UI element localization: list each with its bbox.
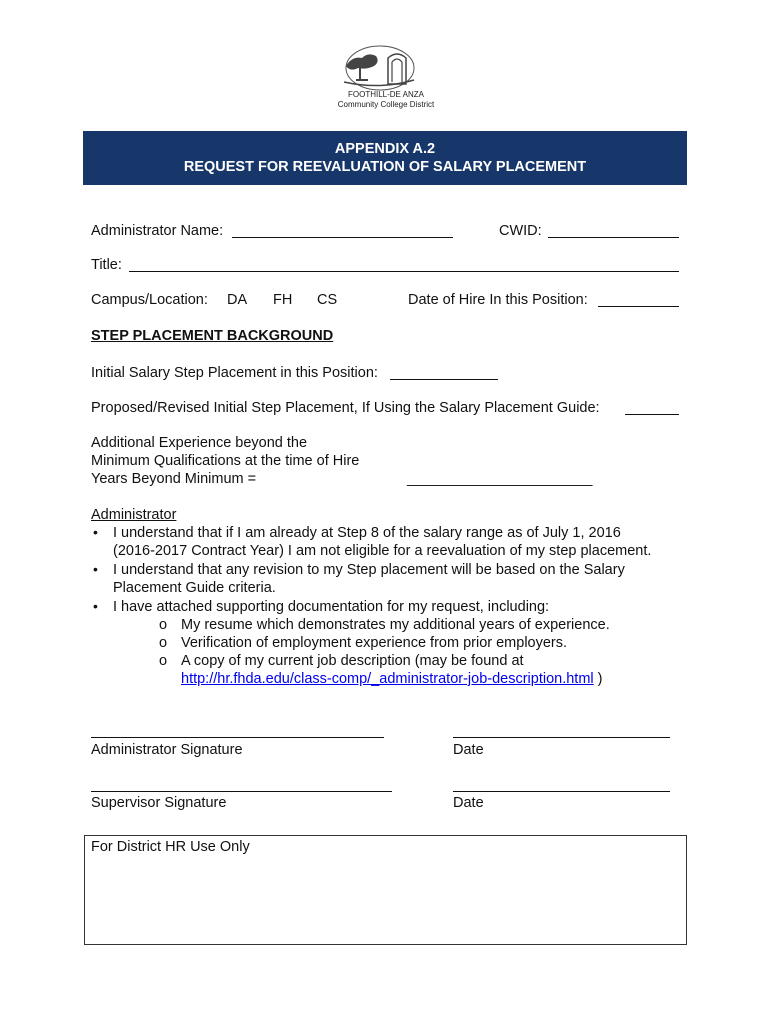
administrator-heading: Administrator (91, 507, 177, 523)
link-close-paren: ) (597, 671, 603, 687)
logo-line-2: Community College District (337, 100, 435, 109)
cwid-label: CWID: (499, 223, 542, 239)
additional-exp-line-2: Minimum Qualifications at the time of Hire (91, 453, 360, 469)
bullet-icon: • (93, 598, 98, 614)
title-banner (83, 131, 687, 185)
ack-1-line-1: I understand that if I am already at Step 8 of the salary range as of July 1, 2016 (113, 525, 621, 541)
oak-tree-logo-icon (330, 44, 442, 94)
sub-bullet-icon: o (159, 617, 168, 633)
sub-bullet-icon: o (159, 635, 168, 651)
bullet-icon: • (93, 561, 98, 577)
admin-signature-label: Administrator Signature (91, 742, 243, 758)
supervisor-date-field[interactable] (453, 791, 670, 792)
admin-signature-field[interactable] (91, 737, 384, 738)
title-field[interactable] (129, 271, 679, 272)
additional-exp-line-1: Additional Experience beyond the (91, 435, 308, 451)
supervisor-signature-label: Supervisor Signature (91, 795, 227, 811)
title-label: Title: (91, 257, 122, 273)
sub-bullet-icon: o (159, 653, 168, 669)
proposed-step-label: Proposed/Revised Initial Step Placement, If Using the Salary Placement Guide: (91, 400, 600, 416)
ack-2-line-1: I understand that any revision to my Step placement will be based on the Salary (113, 562, 625, 578)
logo-line-1: FOOTHILL-DE ANZA (347, 90, 424, 99)
campus-label: Campus/Location: (91, 292, 208, 308)
date-of-hire-label: Date of Hire In this Position: (408, 292, 588, 308)
ack-1-line-2: (2016-2017 Contract Year) I am not eligible for a reevaluation of my step placement. (113, 543, 652, 559)
admin-name-label: Administrator Name: (91, 223, 224, 239)
job-description-link[interactable]: http://hr.fhda.edu/class-comp/_administrator-job-description.html (181, 671, 594, 687)
campus-option-cs[interactable]: CS (317, 292, 338, 308)
doc-resume: My resume which demonstrates my additional years of experience. (181, 617, 610, 633)
doc-verification: Verification of employment experience from prior employers. (181, 635, 568, 651)
ack-2-line-2: Placement Guide criteria. (113, 580, 276, 596)
supervisor-date-label: Date (453, 795, 484, 811)
appendix-title: APPENDIX A.2 (334, 141, 436, 157)
date-of-hire-field[interactable] (598, 306, 679, 307)
doc-job-description: A copy of my current job description (may be found at (181, 653, 524, 669)
years-beyond-minimum-field[interactable]: _______________________ (407, 471, 593, 487)
proposed-step-field[interactable] (625, 414, 679, 415)
step-placement-heading: STEP PLACEMENT BACKGROUND (91, 328, 334, 344)
hr-use-box (84, 835, 687, 945)
hr-use-label: For District HR Use Only (91, 839, 250, 855)
cwid-field[interactable] (548, 237, 679, 238)
campus-option-da[interactable]: DA (227, 292, 248, 308)
bullet-icon: • (93, 524, 98, 540)
ack-3: I have attached supporting documentation for my request, including: (113, 599, 550, 615)
district-logo (330, 44, 442, 114)
supervisor-signature-field[interactable] (91, 791, 392, 792)
campus-option-fh[interactable]: FH (273, 292, 293, 308)
initial-step-label: Initial Salary Step Placement in this Position: (91, 365, 378, 381)
admin-name-field[interactable] (232, 237, 453, 238)
admin-date-field[interactable] (453, 737, 670, 738)
years-beyond-minimum-label: Years Beyond Minimum = (91, 471, 257, 487)
admin-date-label: Date (453, 742, 484, 758)
form-title: REQUEST FOR REEVALUATION OF SALARY PLACEMENT (183, 159, 587, 175)
initial-step-field[interactable] (390, 379, 498, 380)
